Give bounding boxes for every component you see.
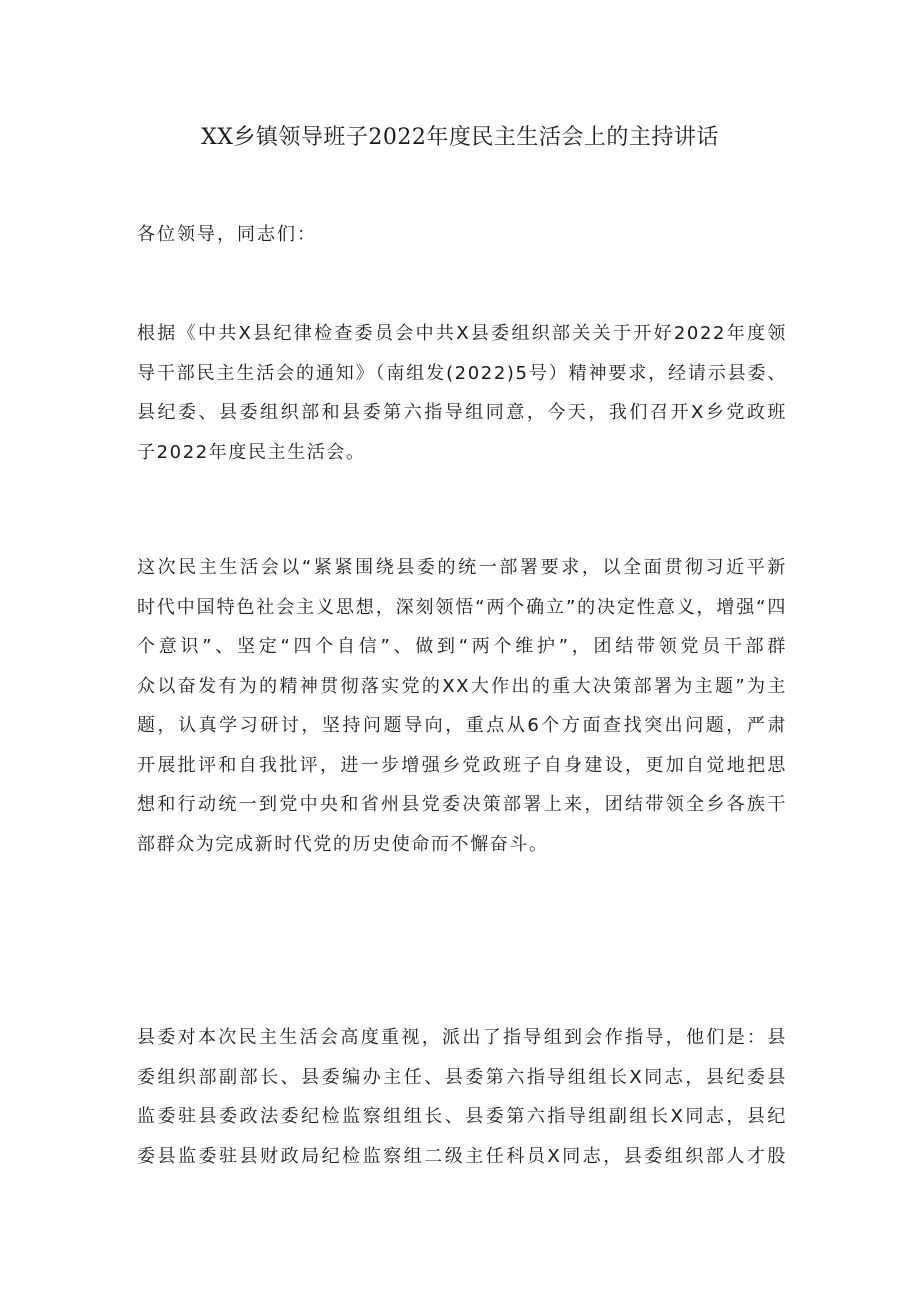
paragraph-line: 监委驻县委政法委纪检监察组组长、县委第六指导组副组长X同志，县纪 [137, 1106, 787, 1127]
paragraph-line: 题，认真学习研讨，坚持问题导向，重点从6个方面查找突出问题，严肃 [137, 715, 787, 736]
paragraph-line: 部群众为完成新时代党的历史使命而不懈奋斗。 [137, 833, 549, 855]
paragraph-line: 导干部民主生活会的通知》（南组发(2022)5号）精神要求，经请示县委、 [137, 362, 787, 384]
paragraph-line: 时代中国特色社会主义思想，深刻领悟“两个确立”的决定性意义，增强“四 [137, 596, 787, 618]
paragraph-line: 想和行动统一到党中央和省州县党委决策部署上来，团结带领全乡各族干 [137, 794, 787, 815]
paragraph-line: 开展批评和自我批评，进一步增强乡党政班子自身建设，更加自觉地把思 [137, 754, 787, 776]
paragraph-3 [137, 1018, 787, 1176]
paragraph-line: 子2022年度民主生活会。 [137, 441, 366, 463]
paragraph-2 [137, 548, 787, 864]
paragraph-line: 这次民主生活会以“紧紧围绕县委的统一部署要求，以全面贯彻习近平新 [137, 557, 787, 578]
paragraph-1 [137, 314, 787, 472]
paragraph-line: 县委对本次民主生活会高度重视，派出了指导组到会作指导，他们是：县 [137, 1027, 787, 1048]
paragraph-line: 个意识”、坚定“四个自信”、做到“两个维护”，团结带领党员干部群 [137, 636, 787, 657]
paragraph-line: 委县监委驻县财政局纪检监察组二级主任科员X同志，县委组织部人才股 [137, 1145, 787, 1167]
paragraph-line: 根据《中共X县纪律检查委员会中共X县委组织部关关于开好2022年度领 [137, 323, 787, 344]
paragraph-line: 众以奋发有为的精神贯彻落实党的XX大作出的重大决策部署为主题”为主 [137, 675, 787, 697]
paragraph-line: 县纪委、县委组织部和县委第六指导组同意，今天，我们召开X乡党政班 [137, 402, 787, 423]
paragraph-line: 委组织部副部长、县委编办主任、县委第六指导组组长X同志，县纪委县 [137, 1066, 787, 1088]
document-title: XX乡镇领导班子2022年度民主生活会上的主持讲话 [201, 125, 719, 150]
salutation: 各位领导，同志们： [137, 224, 317, 245]
